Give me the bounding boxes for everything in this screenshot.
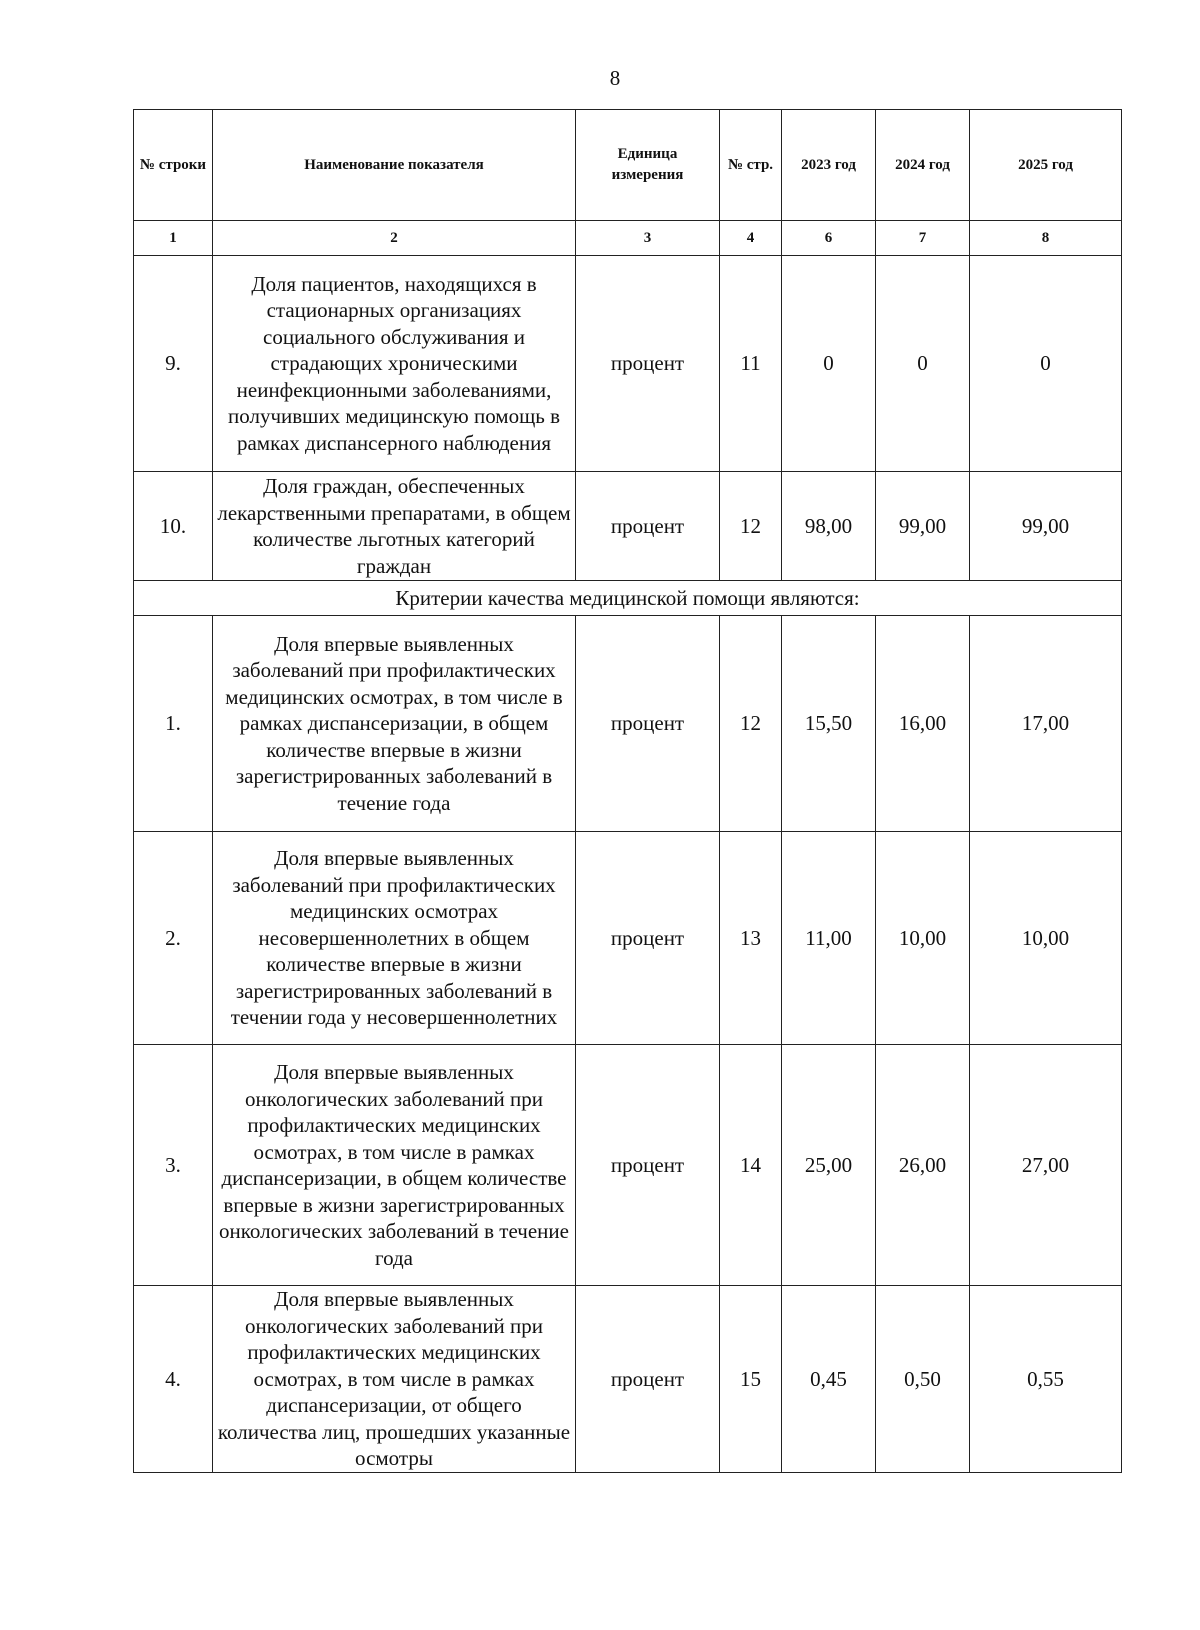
indicator-name: Доля впервые выявленных заболеваний при профилактических медицинских осмотрах несовершеннолетних в общем количестве впервые в жизни зарегистрированных заболеваний в течении года у несовершеннолетних bbox=[213, 832, 576, 1045]
row-number: 10. bbox=[134, 472, 213, 581]
table-row bbox=[134, 1045, 1122, 1286]
value-2024: 10,00 bbox=[876, 832, 970, 1045]
column-number: 1 bbox=[134, 221, 213, 256]
header-unit: Единица измерения bbox=[576, 110, 720, 221]
column-number: 2 bbox=[213, 221, 576, 256]
indicator-name: Доля граждан, обеспеченных лекарственными препаратами, в общем количестве льготных категорий граждан bbox=[213, 472, 576, 581]
value-2024: 99,00 bbox=[876, 472, 970, 581]
unit: процент bbox=[576, 832, 720, 1045]
section-header-row bbox=[134, 581, 1122, 616]
indicator-name: Доля пациентов, находящихся в стационарных организациях социального обслуживания и страдающих хроническими неинфекционными заболеваниями, получивших медицинскую помощь в рамках диспансерного наблюдения bbox=[213, 256, 576, 472]
value-2025: 0,55 bbox=[970, 1286, 1122, 1473]
page-ref: 15 bbox=[720, 1286, 782, 1473]
row-number: 9. bbox=[134, 256, 213, 472]
column-number: 3 bbox=[576, 221, 720, 256]
unit: процент bbox=[576, 256, 720, 472]
table-row bbox=[134, 832, 1122, 1045]
page-ref: 13 bbox=[720, 832, 782, 1045]
row-number: 1. bbox=[134, 616, 213, 832]
unit: процент bbox=[576, 616, 720, 832]
row-number: 4. bbox=[134, 1286, 213, 1473]
value-2023: 15,50 bbox=[782, 616, 876, 832]
table-row bbox=[134, 472, 1122, 581]
value-2024: 0 bbox=[876, 256, 970, 472]
column-number: 6 bbox=[782, 221, 876, 256]
value-2025: 27,00 bbox=[970, 1045, 1122, 1286]
header-year-2024: 2024 год bbox=[876, 110, 970, 221]
indicator-name: Доля впервые выявленных заболеваний при профилактических медицинских осмотрах, в том числе в рамках диспансеризации, в общем количестве впервые в жизни зарегистрированных заболеваний в течение года bbox=[213, 616, 576, 832]
column-number: 8 bbox=[970, 221, 1122, 256]
header-row bbox=[134, 110, 1122, 221]
header-page-number: № стр. bbox=[720, 110, 782, 221]
value-2023: 25,00 bbox=[782, 1045, 876, 1286]
column-number: 7 bbox=[876, 221, 970, 256]
value-2023: 0,45 bbox=[782, 1286, 876, 1473]
section-title: Критерии качества медицинской помощи являются: bbox=[134, 581, 1122, 616]
header-indicator-name: Наименование показателя bbox=[213, 110, 576, 221]
header-year-2023: 2023 год bbox=[782, 110, 876, 221]
page-ref: 11 bbox=[720, 256, 782, 472]
row-number: 2. bbox=[134, 832, 213, 1045]
indicator-name: Доля впервые выявленных онкологических заболеваний при профилактических медицинских осмотрах, в том числе в рамках диспансеризации, в общем количестве впервые в жизни зарегистрированных онкологических заболеваний в течение года bbox=[213, 1045, 576, 1286]
page-ref: 14 bbox=[720, 1045, 782, 1286]
unit: процент bbox=[576, 472, 720, 581]
value-2025: 10,00 bbox=[970, 832, 1122, 1045]
value-2024: 26,00 bbox=[876, 1045, 970, 1286]
column-number: 4 bbox=[720, 221, 782, 256]
table-row bbox=[134, 256, 1122, 472]
column-number-row bbox=[134, 221, 1122, 256]
value-2024: 16,00 bbox=[876, 616, 970, 832]
value-2025: 17,00 bbox=[970, 616, 1122, 832]
table-row bbox=[134, 1286, 1122, 1473]
row-number: 3. bbox=[134, 1045, 213, 1286]
header-year-2025: 2025 год bbox=[970, 110, 1122, 221]
value-2023: 98,00 bbox=[782, 472, 876, 581]
value-2023: 11,00 bbox=[782, 832, 876, 1045]
unit: процент bbox=[576, 1286, 720, 1473]
indicators-table bbox=[133, 109, 1122, 1473]
indicator-name: Доля впервые выявленных онкологических заболеваний при профилактических медицинских осмотрах, в том числе в рамках диспансеризации, от общего количества лиц, прошедших указанные осмотры bbox=[213, 1286, 576, 1473]
value-2024: 0,50 bbox=[876, 1286, 970, 1473]
value-2025: 99,00 bbox=[970, 472, 1122, 581]
page-ref: 12 bbox=[720, 616, 782, 832]
value-2025: 0 bbox=[970, 256, 1122, 472]
table-row bbox=[134, 616, 1122, 832]
page-number: 8 bbox=[609, 66, 621, 90]
value-2023: 0 bbox=[782, 256, 876, 472]
header-row-number: № строки bbox=[134, 110, 213, 221]
unit: процент bbox=[576, 1045, 720, 1286]
page-ref: 12 bbox=[720, 472, 782, 581]
